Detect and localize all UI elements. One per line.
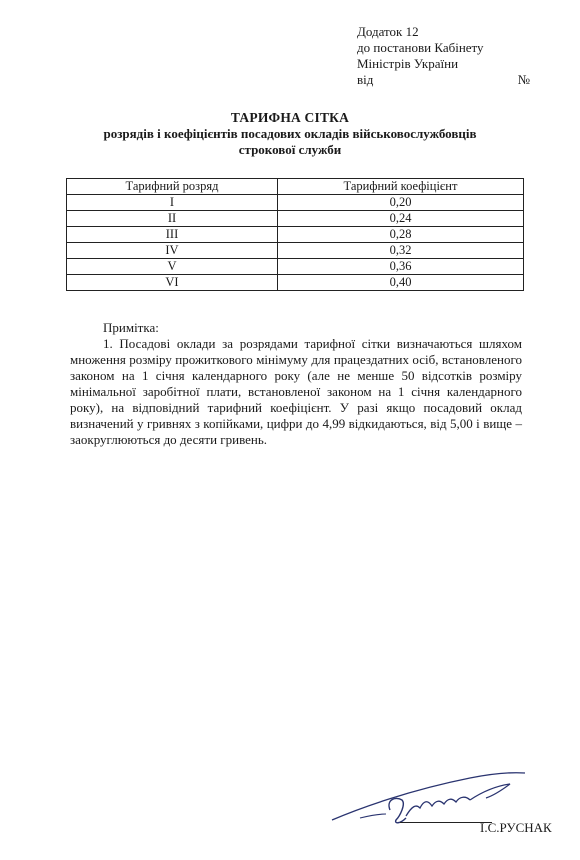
table-row (67, 195, 524, 211)
document-title (0, 110, 580, 158)
title-subtitle-2: строкової служби (238, 142, 342, 157)
appendix-resolution-line: до постанови Кабінету (357, 40, 484, 55)
appendix-date-number-row (357, 72, 530, 88)
cell-grade: V (67, 259, 278, 275)
header-tariff-coefficient: Тарифний коефіцієнт (278, 179, 524, 195)
title-main: ТАРИФНА СІТКА (230, 110, 350, 125)
cell-grade: I (67, 195, 278, 211)
table-header-row (67, 179, 524, 195)
cell-grade: III (67, 227, 278, 243)
appendix-from-label: від (357, 72, 374, 87)
cell-coefficient: 0,28 (278, 227, 524, 243)
title-subtitle-1: розрядів і коефіцієнтів посадових окладів військовослужбовців (103, 126, 477, 141)
note-section (70, 320, 522, 448)
note-title: Примітка: (103, 320, 159, 335)
appendix-number: Додаток 12 (357, 24, 419, 39)
cell-coefficient: 0,32 (278, 243, 524, 259)
table-row (67, 275, 524, 291)
cell-coefficient: 0,40 (278, 275, 524, 291)
cell-grade: IV (67, 243, 278, 259)
cell-coefficient: 0,20 (278, 195, 524, 211)
cell-coefficient: 0,24 (278, 211, 524, 227)
table-row (67, 243, 524, 259)
cell-grade: VI (67, 275, 278, 291)
table-row (67, 227, 524, 243)
appendix-ministry-line: Міністрів України (357, 56, 459, 71)
note-text: 1. Посадові оклади за розрядами тарифної сітки визначаються шляхом множення розміру прожиткового мінімуму для працездатних осіб, встановленого законом на 1 січня календарного року (але не менше 50 відсотків розміру мінімальної заробітної плати, встановленої законом на 1 січня календарного року), на відповідний тарифний коефіцієнт. У разі якщо посадовий оклад визначений у гривнях з копійками, цифри до 4,99 відкидаються, від 5,00 і вище – заокруглюються до десяти гривень. (70, 336, 522, 447)
signature-line (400, 822, 492, 823)
appendix-number-label: № (517, 72, 530, 87)
signature-block (320, 770, 570, 840)
table-row (67, 211, 524, 227)
table-row (67, 259, 524, 275)
cell-grade: II (67, 211, 278, 227)
header-tariff-grade: Тарифний розряд (67, 179, 278, 195)
signer-name: І.С.РУСНАК (480, 820, 552, 835)
cell-coefficient: 0,36 (278, 259, 524, 275)
appendix-header (357, 24, 567, 88)
tariff-table (66, 178, 524, 291)
